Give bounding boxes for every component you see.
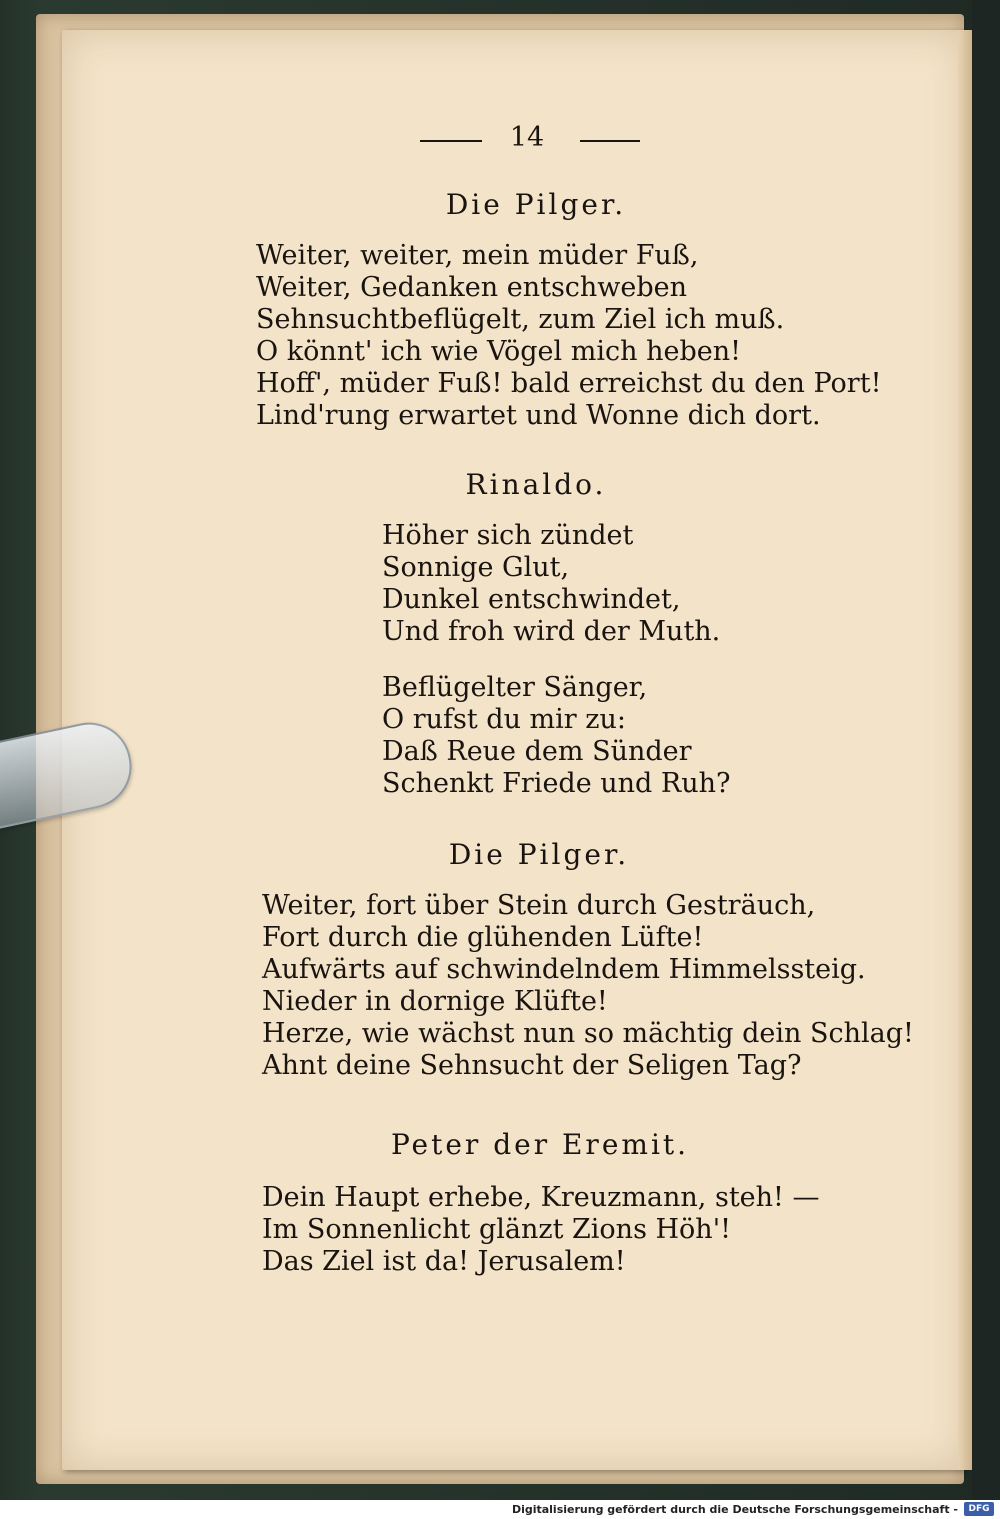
- verse-line: Dein Haupt erhebe, Kreuzmann, steh! —: [262, 1182, 820, 1213]
- verse-line: Sehnsuchtbeflügelt, zum Ziel ich muß.: [256, 304, 785, 335]
- stanza-rinaldo-1: [382, 520, 720, 648]
- verse-line: Schenkt Friede und Ruh?: [382, 768, 731, 799]
- verse-line: Dunkel entschwindet,: [382, 584, 681, 615]
- verse-line: Nieder in dornige Klüfte!: [262, 986, 608, 1017]
- verse-line: Weiter, fort über Stein durch Gesträuch,: [262, 890, 816, 921]
- verse-line: Sonnige Glut,: [382, 552, 570, 583]
- stanza-rinaldo-2: [382, 672, 731, 800]
- verse-line: Weiter, Gedanken entschweben: [256, 272, 688, 303]
- footer-bar: [0, 1500, 1000, 1519]
- section-heading-pilger-2: Die Pilger.: [448, 838, 630, 871]
- verse-line: Im Sonnenlicht glänzt Zions Höh'!: [262, 1214, 731, 1245]
- verse-line: Aufwärts auf schwindelndem Himmelssteig.: [262, 954, 866, 985]
- section-heading-rinaldo: Rinaldo.: [465, 468, 607, 501]
- verse-line: Daß Reue dem Sünder: [382, 736, 692, 767]
- verse-line: Weiter, weiter, mein müder Fuß,: [256, 240, 699, 271]
- stanza-pilger-1: [256, 240, 881, 432]
- verse-line: Lind'rung erwartet und Wonne dich dort.: [256, 400, 821, 431]
- stanza-peter: [262, 1182, 819, 1278]
- verse-line: Höher sich zündet: [382, 520, 634, 551]
- verse-line: Hoff', müder Fuß! bald erreichst du den Port!: [256, 368, 882, 399]
- verse-line: Beflügelter Sänger,: [382, 672, 648, 703]
- section-heading-pilger-1: Die Pilger.: [445, 188, 627, 221]
- verse-line: Und froh wird der Muth.: [382, 616, 721, 647]
- stanza-pilger-2: [262, 890, 914, 1082]
- verse-line: O könnt' ich wie Vögel mich heben!: [256, 336, 741, 367]
- page-edge: [958, 30, 972, 1470]
- verse-line: Ahnt deine Sehnsucht der Seligen Tag?: [262, 1050, 802, 1081]
- verse-line: Herze, wie wächst nun so mächtig dein Schlag!: [262, 1018, 914, 1049]
- verse-line: Fort durch die glühenden Lüfte!: [262, 922, 704, 953]
- page-number-rule-right: [580, 140, 640, 142]
- verse-line: Das Ziel ist da! Jerusalem!: [262, 1246, 626, 1277]
- funding-notice: Digitalisierung gefördert durch die Deutsche Forschungsgemeinschaft -: [511, 1503, 958, 1516]
- dfg-logo-icon: DFG: [964, 1502, 994, 1516]
- scan-right-margin: [972, 0, 1000, 1500]
- section-heading-peter: Peter der Eremit.: [390, 1128, 690, 1161]
- page-number: 14: [509, 122, 545, 153]
- verse-line: O rufst du mir zu:: [382, 704, 626, 735]
